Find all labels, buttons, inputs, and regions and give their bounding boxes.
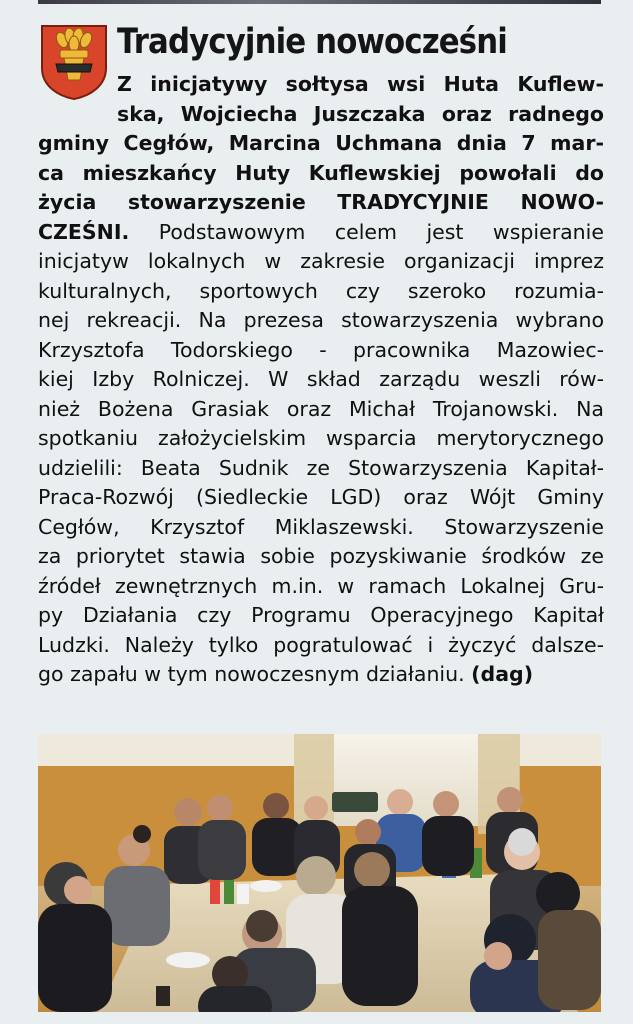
bold-text: (dag): [471, 662, 534, 686]
body-text: kiej Izby Rolniczej. W skład zarządu weszli rów-: [38, 367, 604, 391]
article-line: [38, 70, 604, 100]
body-text: Ludzki. Należy tylko pogratulować i życzyć dalsze-: [38, 632, 604, 657]
body-text: spotkaniu założycielskim wsparcia merytorycznego: [38, 426, 604, 450]
bold-text: gminy Cegłów, Marcina Uchmana dnia 7 mar-: [38, 131, 604, 155]
article-title: Tradycyjnie nowocześni: [117, 22, 507, 62]
body-text: Praca-Rozwój (Siedleckie LGD) oraz Wójt Gminy: [38, 485, 604, 509]
article-line: [38, 306, 604, 336]
body-text: nież Bożena Grasiak oraz Michał Trojanowski. Na: [38, 396, 604, 421]
article-line: [38, 483, 604, 513]
bold-text: życia stowarzyszenie TRADYCYJNIE NOWO-: [38, 190, 604, 214]
top-photo-edge: [38, 0, 601, 4]
article-line: [38, 454, 604, 484]
bold-text: ska, Wojciecha Juszczaka oraz radnego: [117, 101, 604, 126]
body-text: py Działania czy Programu Operacyjnego Kapitał: [38, 603, 604, 627]
body-text: kulturalnych, sportowych czy szeroko rozumia-: [38, 278, 604, 303]
article-line: [38, 129, 604, 159]
article-body: [38, 70, 604, 690]
meeting-photo: [38, 734, 601, 1012]
bold-text: Z inicjatywy sołtysa wsi Huta Kuflew-: [117, 72, 604, 96]
article-line: [38, 631, 604, 661]
bold-text: ca mieszkańcy Huty Kuflewskiej powołali do: [38, 160, 604, 185]
article-line: [38, 247, 604, 277]
article-line: [38, 513, 604, 543]
body-text: nej rekreacji. Na prezesa stowarzyszenia wybrano: [38, 308, 604, 332]
article-line: [38, 601, 604, 631]
article-line: [38, 572, 604, 602]
article-line: [38, 542, 604, 572]
body-text: Podstawowym celem jest wspieranie: [129, 219, 604, 244]
article-line: [38, 277, 604, 307]
body-text: za priorytet stawia sobie pozyskiwanie środków ze: [38, 544, 604, 568]
article-line: [38, 218, 604, 248]
article-line: [38, 159, 604, 189]
body-text: udzielili: Beata Sudnik ze Stowarzyszenia Kapitał-: [38, 455, 604, 480]
body-text: Krzysztofa Todorskiego - pracownika Mazowiec-: [38, 337, 604, 362]
article-line: [38, 365, 604, 395]
body-text: go zapału w tym nowoczesnym działaniu.: [38, 662, 472, 686]
article-line: [38, 188, 604, 218]
article-line: [38, 336, 604, 366]
article-line: [38, 395, 604, 425]
article-line: [38, 660, 604, 690]
body-text: źródeł zewnętrznych m.in. w ramach Lokalnej Gru-: [38, 573, 604, 598]
article-line: [38, 100, 604, 130]
article-line: [38, 424, 604, 454]
body-text: inicjatyw lokalnych w zakresie organizacji imprez: [38, 249, 604, 273]
body-text: Cegłów, Krzysztof Miklaszewski. Stowarzyszenie: [38, 514, 604, 539]
bold-text: CZEŚNI.: [38, 219, 130, 244]
